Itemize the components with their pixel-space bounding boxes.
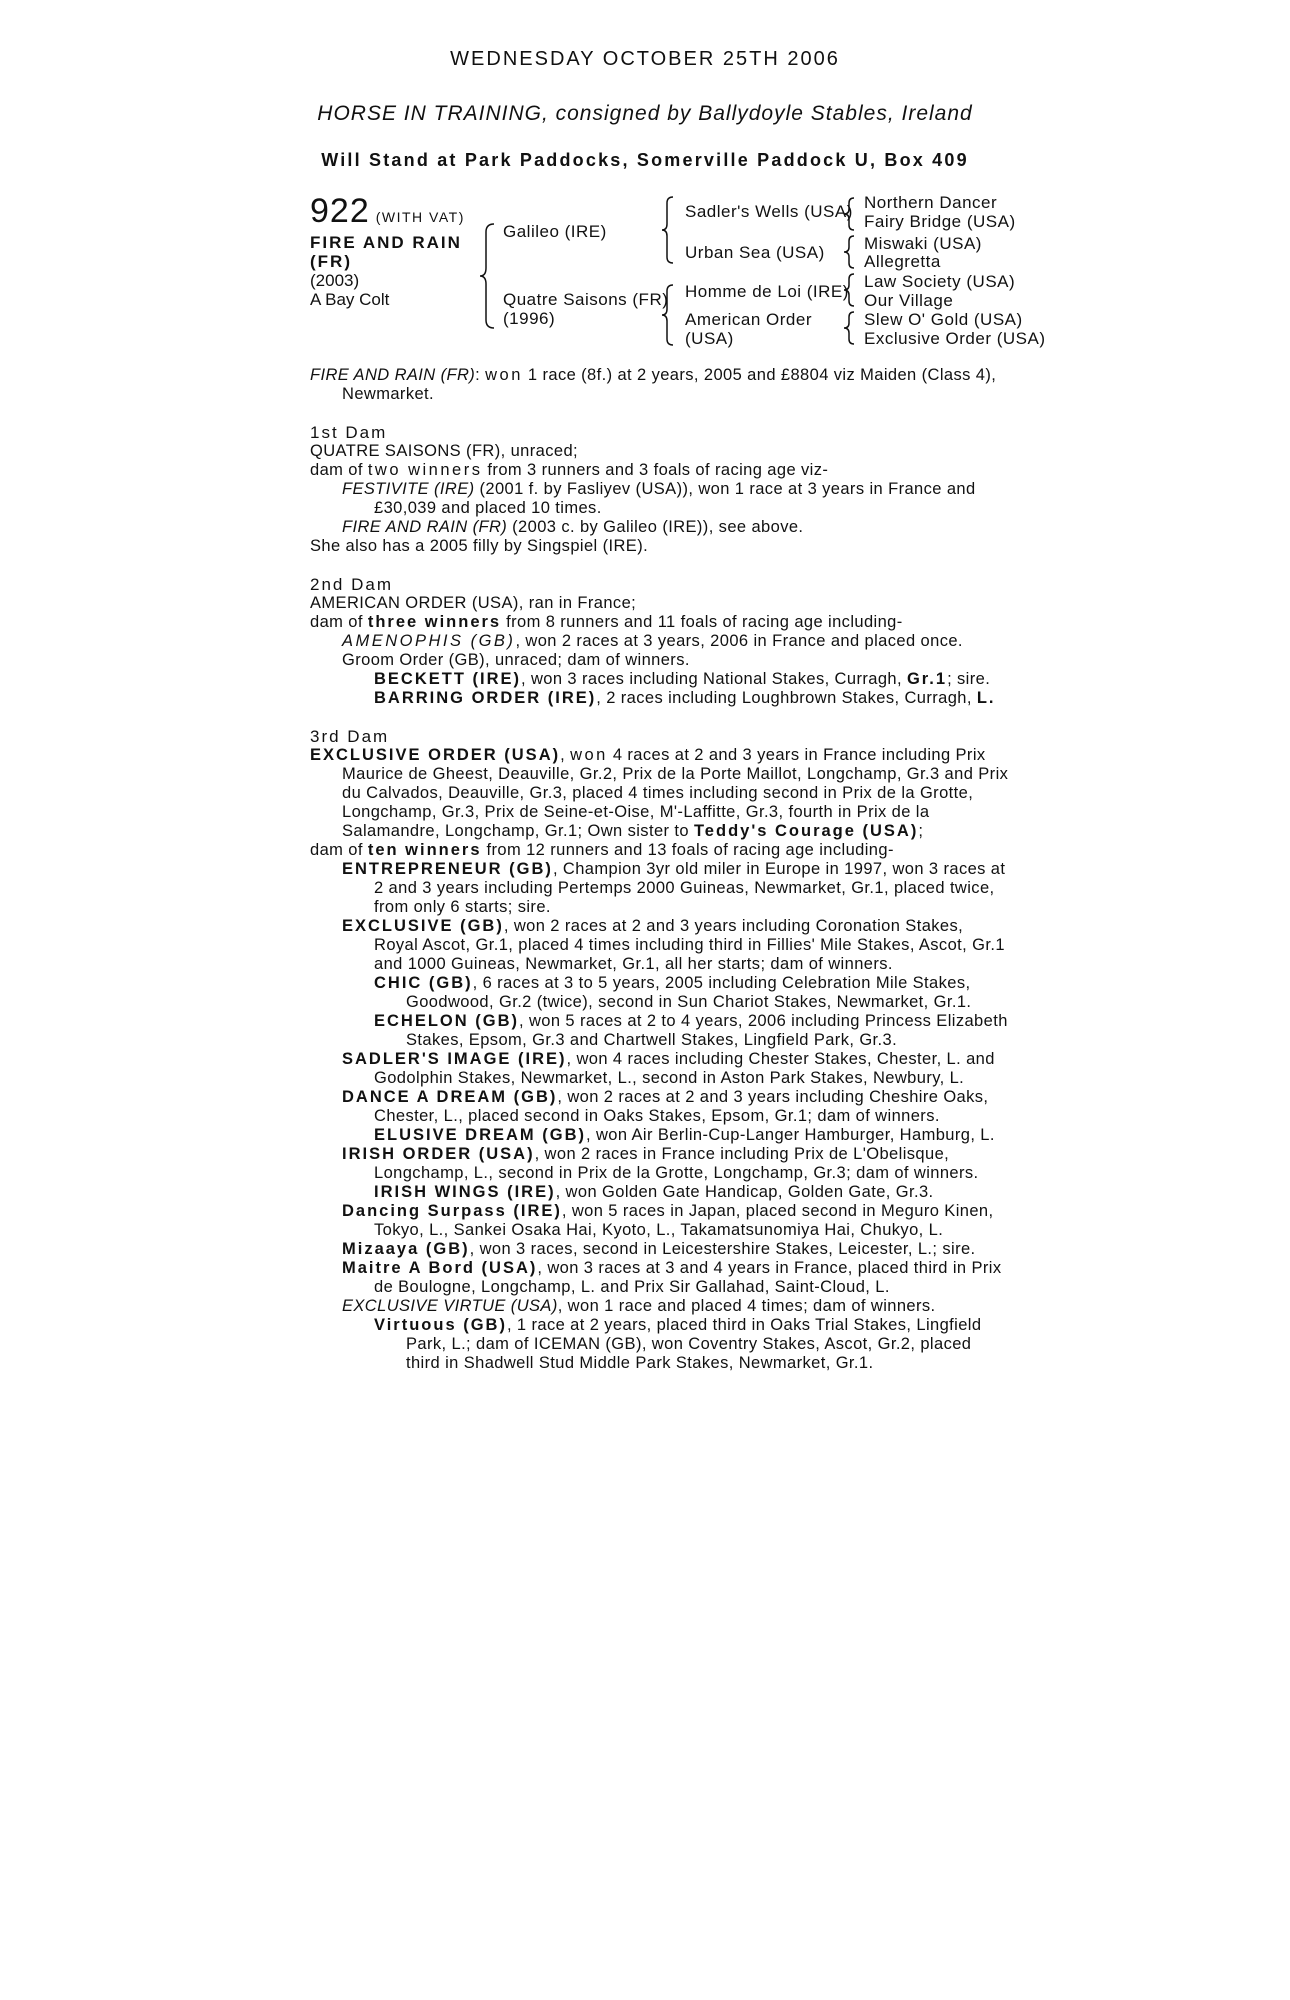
record-text: 1 race (8f.) at 2 years, 2005 and £8804 viz Maiden (Class 4), Newmarket.	[342, 366, 997, 403]
third-dam-entry-9: Dancing Surpass (IRE), won 5 races in Japan, placed second in Meguro Kinen, Tokyo, L., Sankei Osaka Hai, Kyoto, L., Takamatsunomiya Hai, Chukyo, L.	[342, 1202, 994, 1239]
third-dam-entry-4: SADLER'S IMAGE (IRE), won 4 races including Chester Stakes, Chester, L. and Godolphin Stakes, Newmarket, L., second in Aston Park Stakes, Newbury, L.	[342, 1050, 995, 1087]
pedigree-dd-dam: Exclusive Order (USA)	[864, 329, 1046, 348]
pedigree-ds-dam: Our Village	[864, 291, 954, 310]
pedigree-brace-gen1	[478, 222, 498, 330]
pedigree-brace-dd	[842, 310, 856, 346]
third-dam-entry-0: ENTREPRENEUR (GB), Champion 3yr old miler in Europe in 1997, won 3 races at 2 and 3 years including Pertemps 2000 Guineas, Newmarket, Gr.1, placed twice, from only 6 starts; sire.	[342, 860, 1006, 916]
pedigree-dam-dam-country: (USA)	[685, 329, 734, 348]
first-dam-heading: 1st Dam	[310, 423, 388, 442]
first-dam-name: QUATRE SAISONS (FR), unraced;	[310, 442, 579, 460]
pedigree-dam-sire: Homme de Loi (IRE)	[685, 282, 849, 301]
first-dam-produce: dam of two winners from 3 runners and 3 foals of racing age viz-	[310, 461, 829, 479]
first-dam-also: She also has a 2005 filly by Singspiel (IRE).	[310, 537, 649, 555]
pedigree-ss-sire: Northern Dancer	[864, 193, 998, 212]
first-dam-offspring-2: FIRE AND RAIN (FR) (2003 c. by Galileo (IRE)), see above.	[342, 518, 804, 536]
race-record: FIRE AND RAIN (FR): won 1 race (8f.) at 2 years, 2005 and £8804 viz Maiden (Class 4), Newmarket.	[310, 366, 997, 403]
pedigree-sd-dam: Allegretta	[864, 252, 941, 271]
third-dam-entry-2: CHIC (GB), 6 races at 3 to 5 years, 2005 including Celebration Mile Stakes, Goodwood, Gr.2 (twice), second in Sun Chariot Stakes, Newmarket, Gr.1.	[374, 974, 972, 1011]
record-horse-name: FIRE AND RAIN (FR)	[310, 366, 476, 384]
horse-identity	[310, 233, 462, 309]
pedigree-brace-sd	[842, 234, 856, 270]
catalogue-body	[310, 366, 1010, 1373]
third-dam-heading: 3rd Dam	[310, 727, 390, 746]
first-dam-winners: two winners	[367, 461, 483, 479]
third-dam-produce: dam of ten winners from 12 runners and 13 foals of racing age including-	[310, 841, 894, 859]
horse-name: FIRE AND RAIN	[310, 233, 462, 252]
pedigree-dam: Quatre Saisons (FR)	[503, 290, 669, 309]
second-dam-offspring-3: BECKETT (IRE), won 3 races including National Stakes, Curragh, Gr.1; sire.	[374, 670, 991, 688]
third-dam-entry-6: ELUSIVE DREAM (GB), won Air Berlin-Cup-Langer Hamburger, Hamburg, L.	[374, 1126, 995, 1144]
sale-date: WEDNESDAY OCTOBER 25TH 2006	[450, 48, 840, 70]
vat-note: (WITH VAT)	[375, 209, 465, 225]
second-dam-name: AMERICAN ORDER (USA), ran in France;	[310, 594, 637, 612]
third-dam-entry-10: Mizaaya (GB), won 3 races, second in Leicestershire Stakes, Leicester, L.; sire.	[342, 1240, 976, 1258]
second-dam-offspring-4: BARRING ORDER (IRE), 2 races including Loughbrown Stakes, Curragh, L.	[374, 689, 996, 707]
stand-location: Will Stand at Park Paddocks, Somerville Paddock U, Box 409	[321, 150, 969, 170]
pedigree-ss-dam: Fairy Bridge (USA)	[864, 212, 1016, 231]
first-dam-offspring-1: FESTIVITE (IRE) (2001 f. by Fasliyev (USA)), won 1 race at 3 years in France and £30,039 and placed 10 times.	[342, 480, 976, 517]
third-dam-entry-3: ECHELON (GB), won 5 races at 2 to 4 years, 2006 including Princess Elizabeth Stakes, Epsom, Gr.3 and Chartwell Stakes, Lingfield Park, Gr.3.	[374, 1012, 1008, 1049]
third-dam-entry-11: Maitre A Bord (USA), won 3 races at 3 and 4 years in France, placed third in Prix de Boulogne, Longchamp, L. and Prix Sir Gallahad, Saint-Cloud, L.	[342, 1259, 1002, 1296]
second-dam-produce: dam of three winners from 8 runners and 11 foals of racing age including-	[310, 613, 903, 631]
second-dam-offspring-2: Groom Order (GB), unraced; dam of winners.	[342, 651, 690, 669]
pedigree-ds-sire: Law Society (USA)	[864, 272, 1016, 291]
third-dam-winners: ten winners	[367, 841, 482, 859]
horse-country: (FR)	[310, 252, 352, 271]
third-dam-entry-13: Virtuous (GB), 1 race at 2 years, placed third in Oaks Trial Stakes, Lingfield Park, L.; dam of ICEMAN (GB), won Coventry Stakes, Ascot, Gr.2, placed third in Shadwell Stud Middle Park Stakes, Newmarket, Gr.1.	[374, 1316, 982, 1372]
third-dam-entry-12: EXCLUSIVE VIRTUE (USA), won 1 race and placed 4 times; dam of winners.	[342, 1297, 936, 1315]
second-dam-heading: 2nd Dam	[310, 575, 393, 594]
horse-year: (2003)	[310, 271, 360, 290]
pedigree-sire: Galileo (IRE)	[503, 222, 607, 241]
third-dam-entry-5: DANCE A DREAM (GB), won 2 races at 2 and 3 years including Cheshire Oaks, Chester, L., placed second in Oaks Stakes, Epsom, Gr.1; dam of winners.	[342, 1088, 989, 1125]
pedigree-brace-sire	[660, 195, 676, 265]
horse-description: A Bay Colt	[310, 290, 390, 309]
third-dam-entry-1: EXCLUSIVE (GB), won 2 races at 2 and 3 years including Coronation Stakes, Royal Ascot, Gr.1, placed 4 times including third in Fillies' Mile Stakes, Ascot, Gr.1 and 1000 Guineas, Newmarket, Gr.1, all her starts; dam of winners.	[342, 917, 1005, 973]
third-dam-entry-7: IRISH ORDER (USA), won 2 races in France including Prix de L'Obelisque, Longchamp, L., second in Prix de la Grotte, Longchamp, Gr.3; dam of winners.	[342, 1145, 979, 1182]
pedigree-dd-sire: Slew O' Gold (USA)	[864, 310, 1023, 329]
pedigree-dam-dam: American Order	[685, 310, 812, 329]
second-dam-winners: three winners	[367, 613, 502, 631]
pedigree-sire-sire: Sadler's Wells (USA)	[685, 202, 853, 221]
third-dam-record: EXCLUSIVE ORDER (USA), won 4 races at 2 and 3 years in France including Prix Maurice de Gheest, Deauville, Gr.2, Prix de la Porte Maillot, Longchamp, Gr.3 and Prix du Calvados, Deauville, Gr.3, placed 4 times including second in Prix de la Grotte, Longchamp, Gr.3, Prix de Seine-et-Oise, M'-Laffitte, Gr.3, fourth in Prix de la Salamandre, Longchamp, Gr.1; Own sister to Teddy's Courage (USA);	[310, 746, 1009, 840]
record-won: won	[485, 366, 523, 384]
pedigree-sd-sire: Miswaki (USA)	[864, 234, 982, 253]
consignment-line: HORSE IN TRAINING, consigned by Ballydoyle Stables, Ireland	[317, 102, 973, 125]
lot-number-block	[310, 192, 465, 231]
second-dam-offspring-1: AMENOPHIS (GB), won 2 races at 3 years, 2006 in France and placed once.	[342, 632, 963, 650]
pedigree-dam-year: (1996)	[503, 309, 556, 328]
lot-number: 922	[310, 192, 370, 230]
third-dam-entry-8: IRISH WINGS (IRE), won Golden Gate Handicap, Golden Gate, Gr.3.	[374, 1183, 934, 1201]
pedigree-sire-dam: Urban Sea (USA)	[685, 243, 825, 262]
